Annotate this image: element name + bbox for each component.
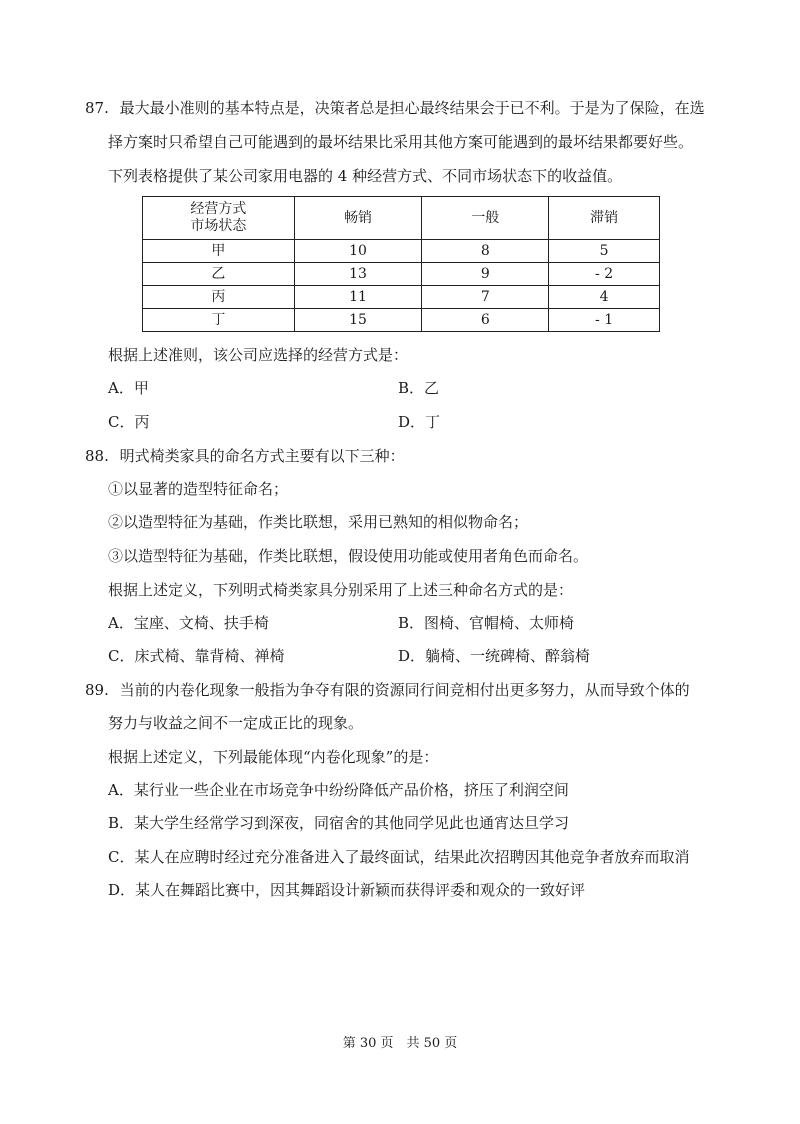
question-89-text-1: 当前的内卷化现象一般指为争夺有限的资源同行间竞相付出更多努力，从而导致个体的 <box>119 681 690 699</box>
question-89-prompt: 根据上述定义，下列最能体现“内卷化现象”的是： <box>108 748 439 766</box>
corner-label-top: 经营方式 <box>190 201 247 217</box>
question-89-option-d[interactable]: D．某人在舞蹈比赛中，因其舞蹈设计新颖而获得评委和观众的一致好评 <box>108 881 586 899</box>
question-87-prompt: 根据上述准则，该公司应选择的经营方式是： <box>108 346 409 364</box>
question-88-line-1 <box>85 446 405 466</box>
question-88-item-3: ③以造型特征为基础，作类比联想，假设使用功能或使用者角色而命名。 <box>108 547 589 565</box>
table-cell: - 2 <box>549 263 660 286</box>
table-cell: 7 <box>422 286 549 309</box>
table-row <box>143 240 660 263</box>
question-88-option-a[interactable]: A．宝座、文椅、扶手椅 <box>108 614 269 632</box>
table-cell: 10 <box>294 240 422 263</box>
question-88-prompt: 根据上述定义，下列明式椅类家具分别采用了上述三种命名方式的是： <box>108 581 574 599</box>
question-89-line-1 <box>85 680 690 700</box>
column-header: 畅销 <box>294 197 422 240</box>
question-87-line-3: 下列表格提供了某公司家用电器的 4 种经营方式、不同市场状态下的收益值。 <box>108 167 623 185</box>
question-89-line-2: 努力与收益之间不一定成正比的现象。 <box>108 714 364 732</box>
question-88-text-1: 明式椅类家具的命名方式主要有以下三种： <box>119 447 405 465</box>
question-87-text-1: 最大最小准则的基本特点是，决策者总是担心最终结果会于已不利。于是为了保险，在选 <box>119 99 705 117</box>
question-89-number: 89. <box>85 681 109 699</box>
table-cell: 11 <box>294 286 422 309</box>
question-89-option-a[interactable]: A．某行业一些企业在市场竞争中纷纷降低产品价格，挤压了利润空间 <box>108 781 569 799</box>
column-header: 一般 <box>422 197 549 240</box>
payoff-table-corner-cell <box>143 197 295 240</box>
question-88-option-c[interactable]: C．床式椅、靠背椅、禅椅 <box>108 647 285 665</box>
question-88-number: 88. <box>85 447 109 465</box>
table-cell: 6 <box>422 309 549 332</box>
page-footer: 第 30 页 共 50 页 <box>342 1036 458 1051</box>
row-label: 甲 <box>143 240 295 263</box>
question-88-option-d[interactable]: D．躺椅、一统碑椅、醉翁椅 <box>398 647 591 665</box>
table-cell: 9 <box>422 263 549 286</box>
question-89-option-b[interactable]: B．某大学生经常学习到深夜，同宿舍的其他同学见此也通宵达旦学习 <box>108 814 570 832</box>
question-87-option-a[interactable]: A．甲 <box>108 379 149 397</box>
table-row <box>143 263 660 286</box>
corner-label-bottom: 市场状态 <box>190 218 247 234</box>
row-label: 丁 <box>143 309 295 332</box>
table-row <box>143 309 660 332</box>
payoff-table <box>142 196 660 332</box>
question-88-item-2: ②以造型特征为基础，作类比联想，采用已熟知的相似物命名； <box>108 513 529 531</box>
table-cell: 15 <box>294 309 422 332</box>
question-89-option-c[interactable]: C．某人在应聘时经过充分准备进入了最终面试，结果此次招聘因其他竞争者放弃而取消 <box>108 848 690 866</box>
row-label: 丙 <box>143 286 295 309</box>
table-cell: 13 <box>294 263 422 286</box>
question-87-option-c[interactable]: C．丙 <box>108 413 150 431</box>
question-87-line-1 <box>85 98 705 118</box>
table-cell: 5 <box>549 240 660 263</box>
payoff-table-header-row <box>143 197 660 240</box>
row-label: 乙 <box>143 263 295 286</box>
table-cell: - 1 <box>549 309 660 332</box>
question-88-item-1: ①以显著的造型特征命名； <box>108 480 289 498</box>
question-87-option-d[interactable]: D．丁 <box>398 413 441 431</box>
table-row <box>143 286 660 309</box>
question-87-option-b[interactable]: B．乙 <box>398 379 440 397</box>
question-87-line-2: 择方案时只希望自己可能遇到的最坏结果比采用其他方案可能遇到的最坏结果都要好些。 <box>108 133 694 151</box>
column-header: 滞销 <box>549 197 660 240</box>
table-cell: 8 <box>422 240 549 263</box>
question-88-option-b[interactable]: B．图椅、官帽椅、太师椅 <box>398 614 575 632</box>
question-87-number: 87. <box>85 99 109 117</box>
table-cell: 4 <box>549 286 660 309</box>
